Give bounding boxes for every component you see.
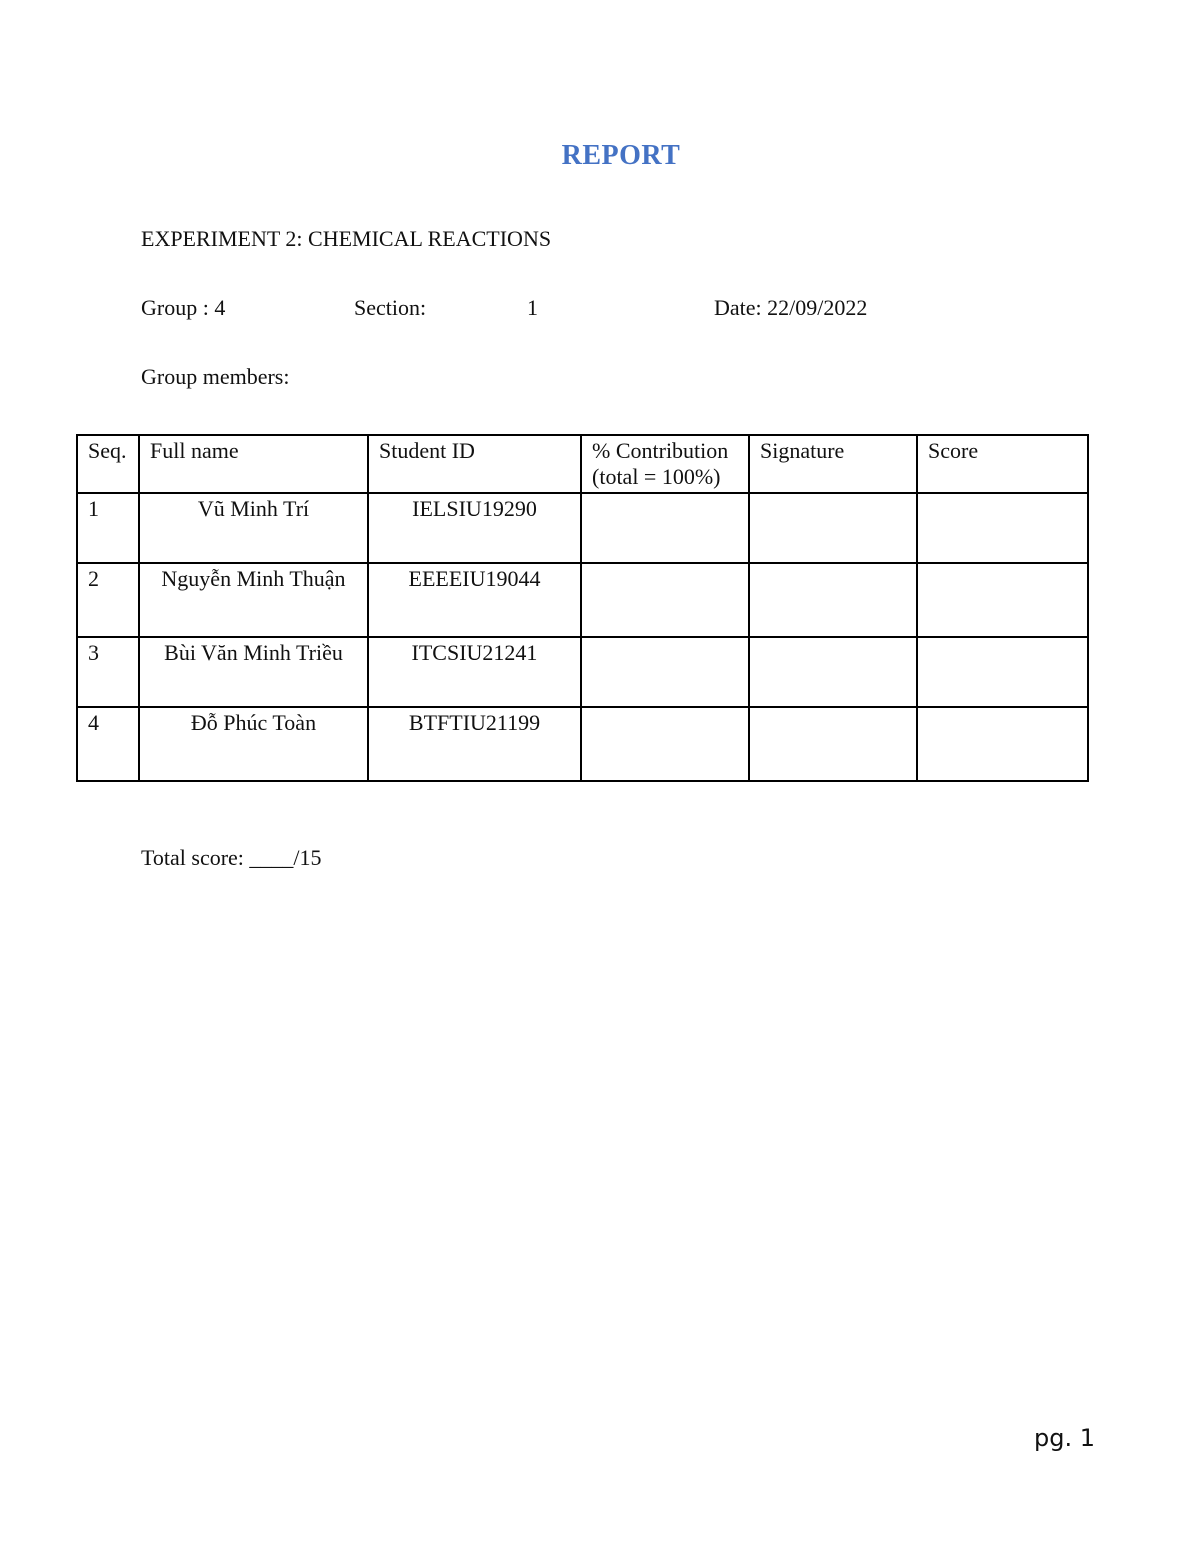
header-seq: Seq.: [77, 435, 139, 493]
cell-signature[interactable]: [749, 493, 917, 563]
table-row: [77, 493, 1088, 563]
cell-contribution[interactable]: [581, 493, 749, 563]
group-text: Group : 4: [141, 295, 226, 320]
section-label: Section:: [354, 295, 427, 320]
cell-score[interactable]: [917, 637, 1088, 707]
section-value: 1: [527, 295, 538, 320]
cell-contribution[interactable]: [581, 563, 749, 637]
cell-student-id: IELSIU19290: [368, 493, 581, 563]
cell-score[interactable]: [917, 707, 1088, 781]
page-number: pg. 1: [1034, 1424, 1095, 1452]
cell-student-id: EEEEIU19044: [368, 563, 581, 637]
cell-score[interactable]: [917, 563, 1088, 637]
total-score: Total score: ____/15: [141, 845, 322, 870]
table-header-row: [77, 435, 1088, 493]
cell-full-name: Bùi Văn Minh Triều: [139, 637, 368, 707]
cell-full-name: Nguyễn Minh Thuận: [139, 563, 368, 637]
date-text: Date: 22/09/2022: [714, 295, 868, 320]
cell-contribution[interactable]: [581, 707, 749, 781]
cell-seq: 4: [77, 707, 139, 781]
header-student-id: Student ID: [368, 435, 581, 493]
cell-signature[interactable]: [749, 637, 917, 707]
header-signature: Signature: [749, 435, 917, 493]
group-members-label: Group members:: [141, 364, 290, 389]
members-table: [76, 434, 1089, 782]
cell-seq: 3: [77, 637, 139, 707]
cell-full-name: Vũ Minh Trí: [139, 493, 368, 563]
header-full-name: Full name: [139, 435, 368, 493]
cell-signature[interactable]: [749, 563, 917, 637]
cell-student-id: ITCSIU21241: [368, 637, 581, 707]
table-row: [77, 637, 1088, 707]
cell-score[interactable]: [917, 493, 1088, 563]
experiment-heading: EXPERIMENT 2: CHEMICAL REACTIONS: [141, 226, 552, 251]
table-row: [77, 563, 1088, 637]
cell-contribution[interactable]: [581, 637, 749, 707]
report-title: REPORT: [561, 140, 681, 171]
cell-seq: 2: [77, 563, 139, 637]
cell-seq: 1: [77, 493, 139, 563]
header-contribution-line2: (total = 100%): [592, 464, 721, 489]
header-contribution: [581, 435, 749, 493]
header-contribution-line1: % Contribution: [592, 438, 729, 463]
cell-signature[interactable]: [749, 707, 917, 781]
cell-student-id: BTFTIU21199: [368, 707, 581, 781]
cell-full-name: Đỗ Phúc Toàn: [139, 707, 368, 781]
table-row: [77, 707, 1088, 781]
header-score: Score: [917, 435, 1088, 493]
